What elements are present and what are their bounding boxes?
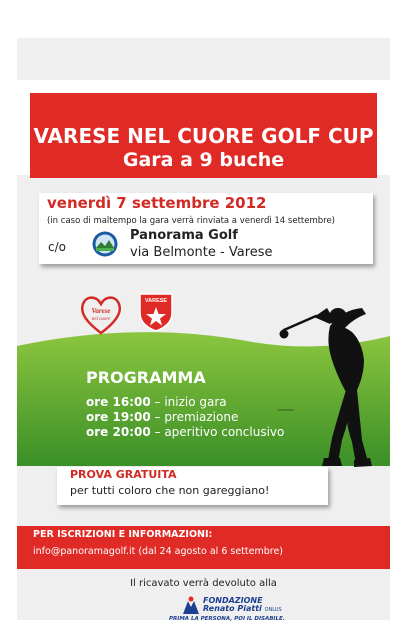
- prova-text: per tutti coloro che non gareggiano!: [70, 484, 270, 497]
- venue-name: Panorama Golf: [130, 228, 238, 243]
- fondazione-logo-icon: [180, 595, 202, 617]
- venue-address: via Belmonte - Varese: [130, 245, 273, 260]
- iscrizioni-title: PER ISCRIZIONI E INFORMAZIONI:: [33, 529, 213, 540]
- programma-title: PROGRAMMA: [86, 368, 206, 387]
- programma-item: [86, 410, 238, 424]
- heart-logo-line2: nel cuore: [91, 317, 111, 322]
- varese-shield-logo-icon: [137, 291, 175, 333]
- fondazione-line1: FONDAZIONE: [203, 596, 263, 605]
- programma-item-time: ore 20:00: [86, 425, 151, 439]
- programma-item-text: – premiazione: [150, 410, 239, 424]
- co-label: c/o: [48, 240, 66, 254]
- info-footer-band: [17, 526, 390, 569]
- fondazione-name: Renato Piatti: [203, 604, 262, 613]
- programma-item-time: ore 16:00: [86, 395, 151, 409]
- prova-title: PROVA GRATUITA: [70, 468, 177, 481]
- ricavato-text: Il ricavato verrà devoluto alla: [130, 578, 277, 589]
- panorama-golf-logo-icon: [92, 231, 118, 257]
- fondazione-line2: [203, 604, 282, 613]
- fondazione-motto: PRIMA LA PERSONA, POI IL DISABILE.: [169, 616, 285, 622]
- programma-item-text: – inizio gara: [150, 395, 227, 409]
- event-title: VARESE NEL CUORE GOLF CUP: [33, 124, 374, 148]
- event-date: venerdì 7 settembre 2012: [47, 194, 267, 212]
- programma-item: [86, 425, 284, 439]
- prova-gratuita-box: [57, 467, 328, 505]
- shield-logo-text: VARESE: [144, 298, 168, 304]
- event-poster: [17, 38, 390, 620]
- heart-logo-line1: Varese: [91, 307, 111, 315]
- event-subtitle: Gara a 9 buche: [122, 149, 285, 171]
- date-venue-box: [39, 193, 373, 264]
- varese-nel-cuore-heart-logo-icon: [79, 293, 123, 335]
- title-banner: [30, 93, 377, 178]
- golfer-silhouette-icon: [272, 290, 376, 473]
- programma-item-text: – aperitivo conclusivo: [150, 425, 285, 439]
- programma-item: [86, 395, 227, 409]
- programma-item-time: ore 19:00: [86, 410, 151, 424]
- weather-note: (in caso di maltempo la gara verrà rinviata a venerdì 14 settembre): [47, 216, 335, 226]
- fondazione-onlus: ONLUS: [264, 607, 282, 613]
- iscrizioni-email: info@panoramagolf.it (dal 24 agosto al 6 settembre): [33, 546, 284, 557]
